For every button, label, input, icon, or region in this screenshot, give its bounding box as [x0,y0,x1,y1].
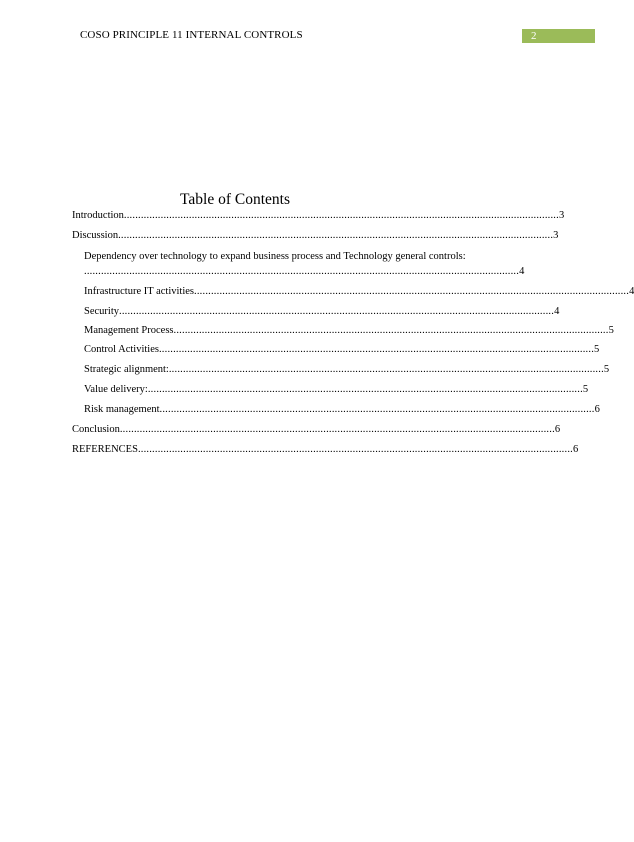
toc-leader-dots: .......................................................................................................................................................... [158,344,595,355]
toc-leader-dots: .......................................................................................................................................................... [118,230,554,241]
toc-entry-page: 4 [554,306,560,317]
toc-leader-dots: .......................................................................................................................................................... [168,364,604,375]
toc-leader-dots: .......................................................................................................................................................... [84,266,520,277]
toc-entry-conclusion[interactable] [72,424,561,435]
toc-entry-dependency-line2[interactable] [84,266,524,277]
toc-entry-label: Value delivery: [84,384,148,395]
page-number-badge: 2 [522,29,595,43]
toc-entry-page: 4 [629,286,634,297]
toc-entry-label: Management Process [84,325,174,336]
toc-entry-strategic-alignment[interactable] [84,364,610,375]
toc-entry-page: 3 [553,230,559,241]
toc-entry-page: 5 [608,325,614,336]
toc-leader-dots: .......................................................................................................................................................... [159,404,595,415]
toc-entry-discussion[interactable] [72,230,559,241]
toc-entry-infrastructure[interactable] [84,286,634,297]
toc-entry-page: 3 [558,210,565,221]
toc-entry-control-activities[interactable] [84,344,600,355]
toc-leader-dots: .......................................................................................................................................................... [123,210,559,221]
toc-entry-references[interactable] [72,444,579,455]
toc-entry-label: REFERENCES [72,444,138,455]
toc-leader-dots: .......................................................................................................................................................... [173,325,609,336]
toc-entry-label: Discussion [72,230,119,241]
toc-entry-page: 4 [519,266,525,277]
toc-entry-label: Risk management [84,404,160,415]
toc-entry-page: 5 [603,364,610,375]
toc-leader-dots: .......................................................................................................................................................... [147,384,583,395]
toc-entry-label: Infrastructure IT activities [84,286,195,297]
toc-entry-page: 6 [554,424,561,435]
toc-entry-management-process[interactable] [84,325,614,336]
toc-heading: Table of Contents [180,191,290,208]
toc-entry-label: Strategic alignment: [84,364,169,375]
toc-leader-dots: .......................................................................................................................................................... [194,286,630,297]
toc-entry-dependency-line1[interactable]: Dependency over technology to expand business process and Technology general controls: [84,251,466,262]
toc-entry-page: 6 [573,444,579,455]
toc-entry-introduction[interactable] [72,210,565,221]
toc-entry-security[interactable] [84,306,560,317]
toc-entry-risk-management[interactable] [84,404,600,415]
toc-entry-label: Conclusion [72,424,120,435]
toc-entry-page: 5 [582,384,589,395]
toc-entry-page: 6 [594,404,600,415]
toc-entry-page: 5 [594,344,600,355]
toc-leader-dots: .......................................................................................................................................................... [119,424,555,435]
running-header-title: COSO PRINCIPLE 11 INTERNAL CONTROLS [80,29,303,41]
toc-entry-value-delivery[interactable] [84,384,589,395]
toc-entry-label: Security [84,306,119,317]
toc-leader-dots: .......................................................................................................................................................... [119,306,555,317]
toc-entry-label: Introduction [72,210,124,221]
toc-leader-dots: .......................................................................................................................................................... [137,444,573,455]
toc-entry-label: Control Activities [84,344,159,355]
